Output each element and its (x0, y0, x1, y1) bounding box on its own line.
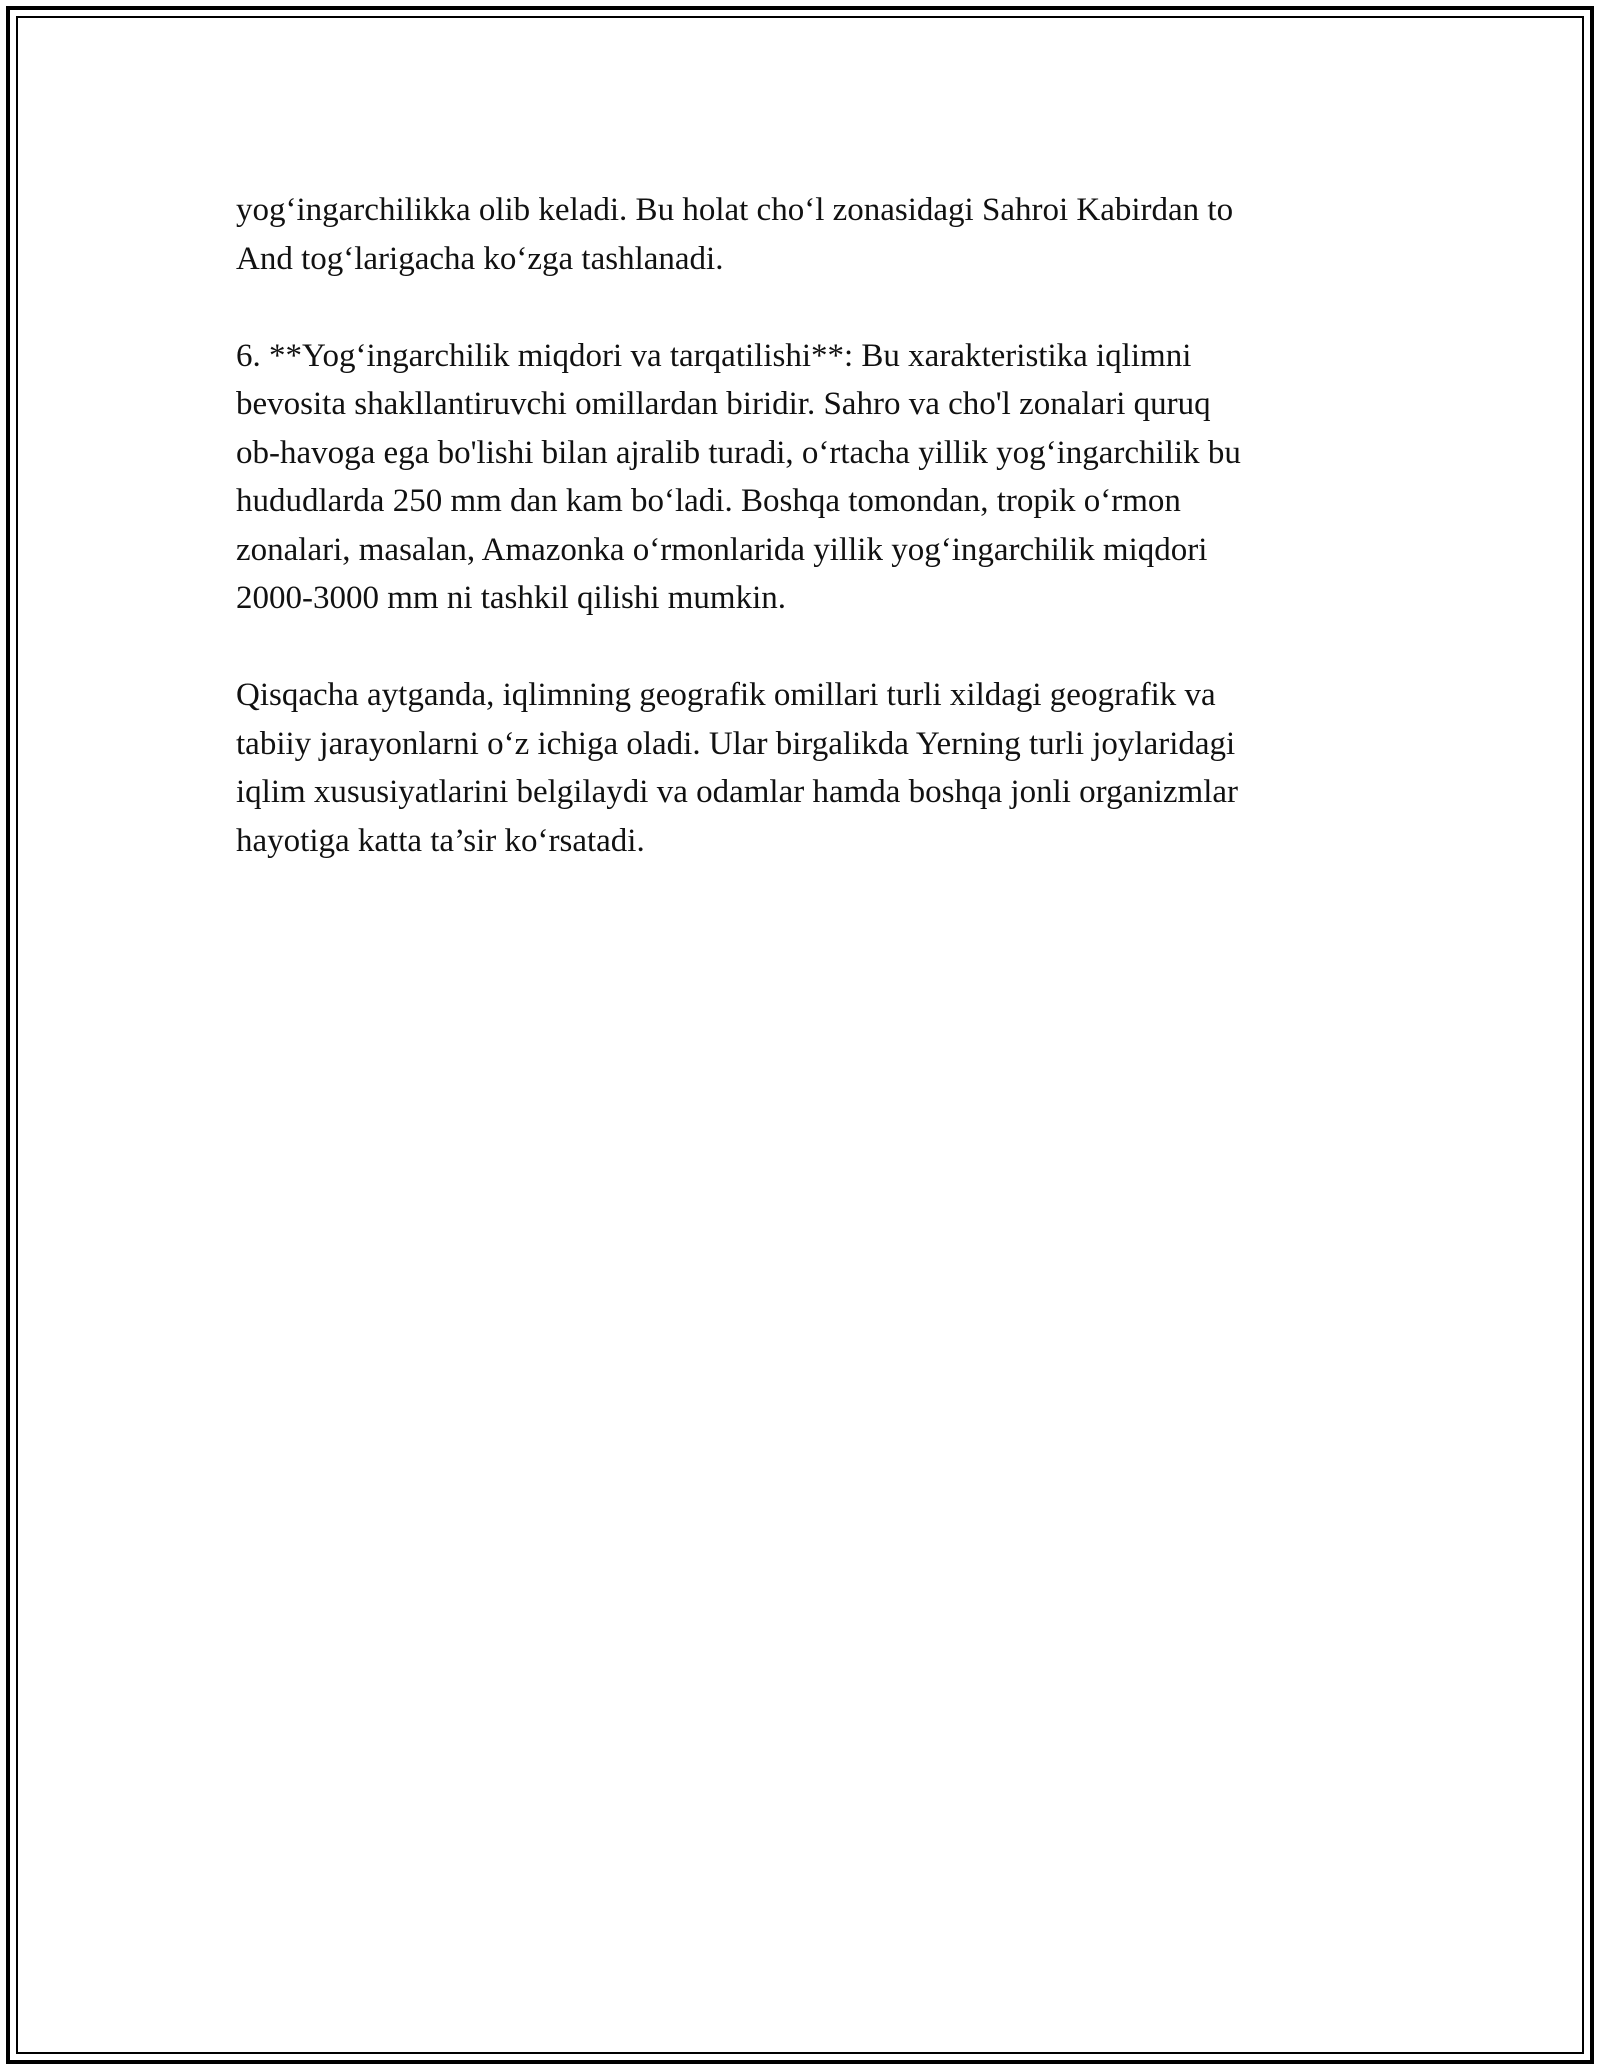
text-line: 2000-3000 mm ni tashkil qilishi mumkin. (236, 580, 787, 616)
text-line: hayotiga katta ta’sir ko‘rsatadi. (236, 822, 645, 859)
text-line: Qisqacha aytganda, iqlimning geografik omillari turli xildagi geografik va (236, 677, 1216, 713)
paragraph-summary (236, 671, 1366, 865)
text-line: zonalari, masalan, Amazonka o‘rmonlarida yillik yog‘ingarchilik miqdori (236, 531, 1208, 568)
text-line: iqlim xususiyatlarini belgilaydi va odamlar hamda boshqa jonli organizmlar (236, 774, 1239, 810)
text-line: bevosita shakllantiruvchi omillardan biridir. Sahro va cho'l zonalari quruq (236, 386, 1211, 422)
text-line: 6. **Yog‘ingarchilik miqdori va tarqatilishi**: Bu xarakteristika iqlimni (236, 337, 1192, 374)
paragraph-precipitation (236, 332, 1366, 623)
text-line: hududlarda 250 mm dan kam bo‘ladi. Boshqa tomondan, tropik o‘rmon (236, 483, 1181, 519)
text-line: tabiiy jarayonlarni o‘z ichiga oladi. Ular birgalikda Yerning turli joylaridagi (236, 725, 1236, 762)
paragraph-continuation (236, 186, 1366, 283)
text-line: And tog‘larigacha ko‘zga tashlanadi. (236, 240, 724, 277)
document-body (236, 186, 1366, 914)
text-line: ob-havoga ega bo'lishi bilan ajralib turadi, o‘rtacha yillik yog‘ingarchilik bu (236, 434, 1241, 471)
text-line: yog‘ingarchilikka olib keladi. Bu holat cho‘l zonasidagi Sahroi Kabirdan to (236, 192, 1234, 228)
